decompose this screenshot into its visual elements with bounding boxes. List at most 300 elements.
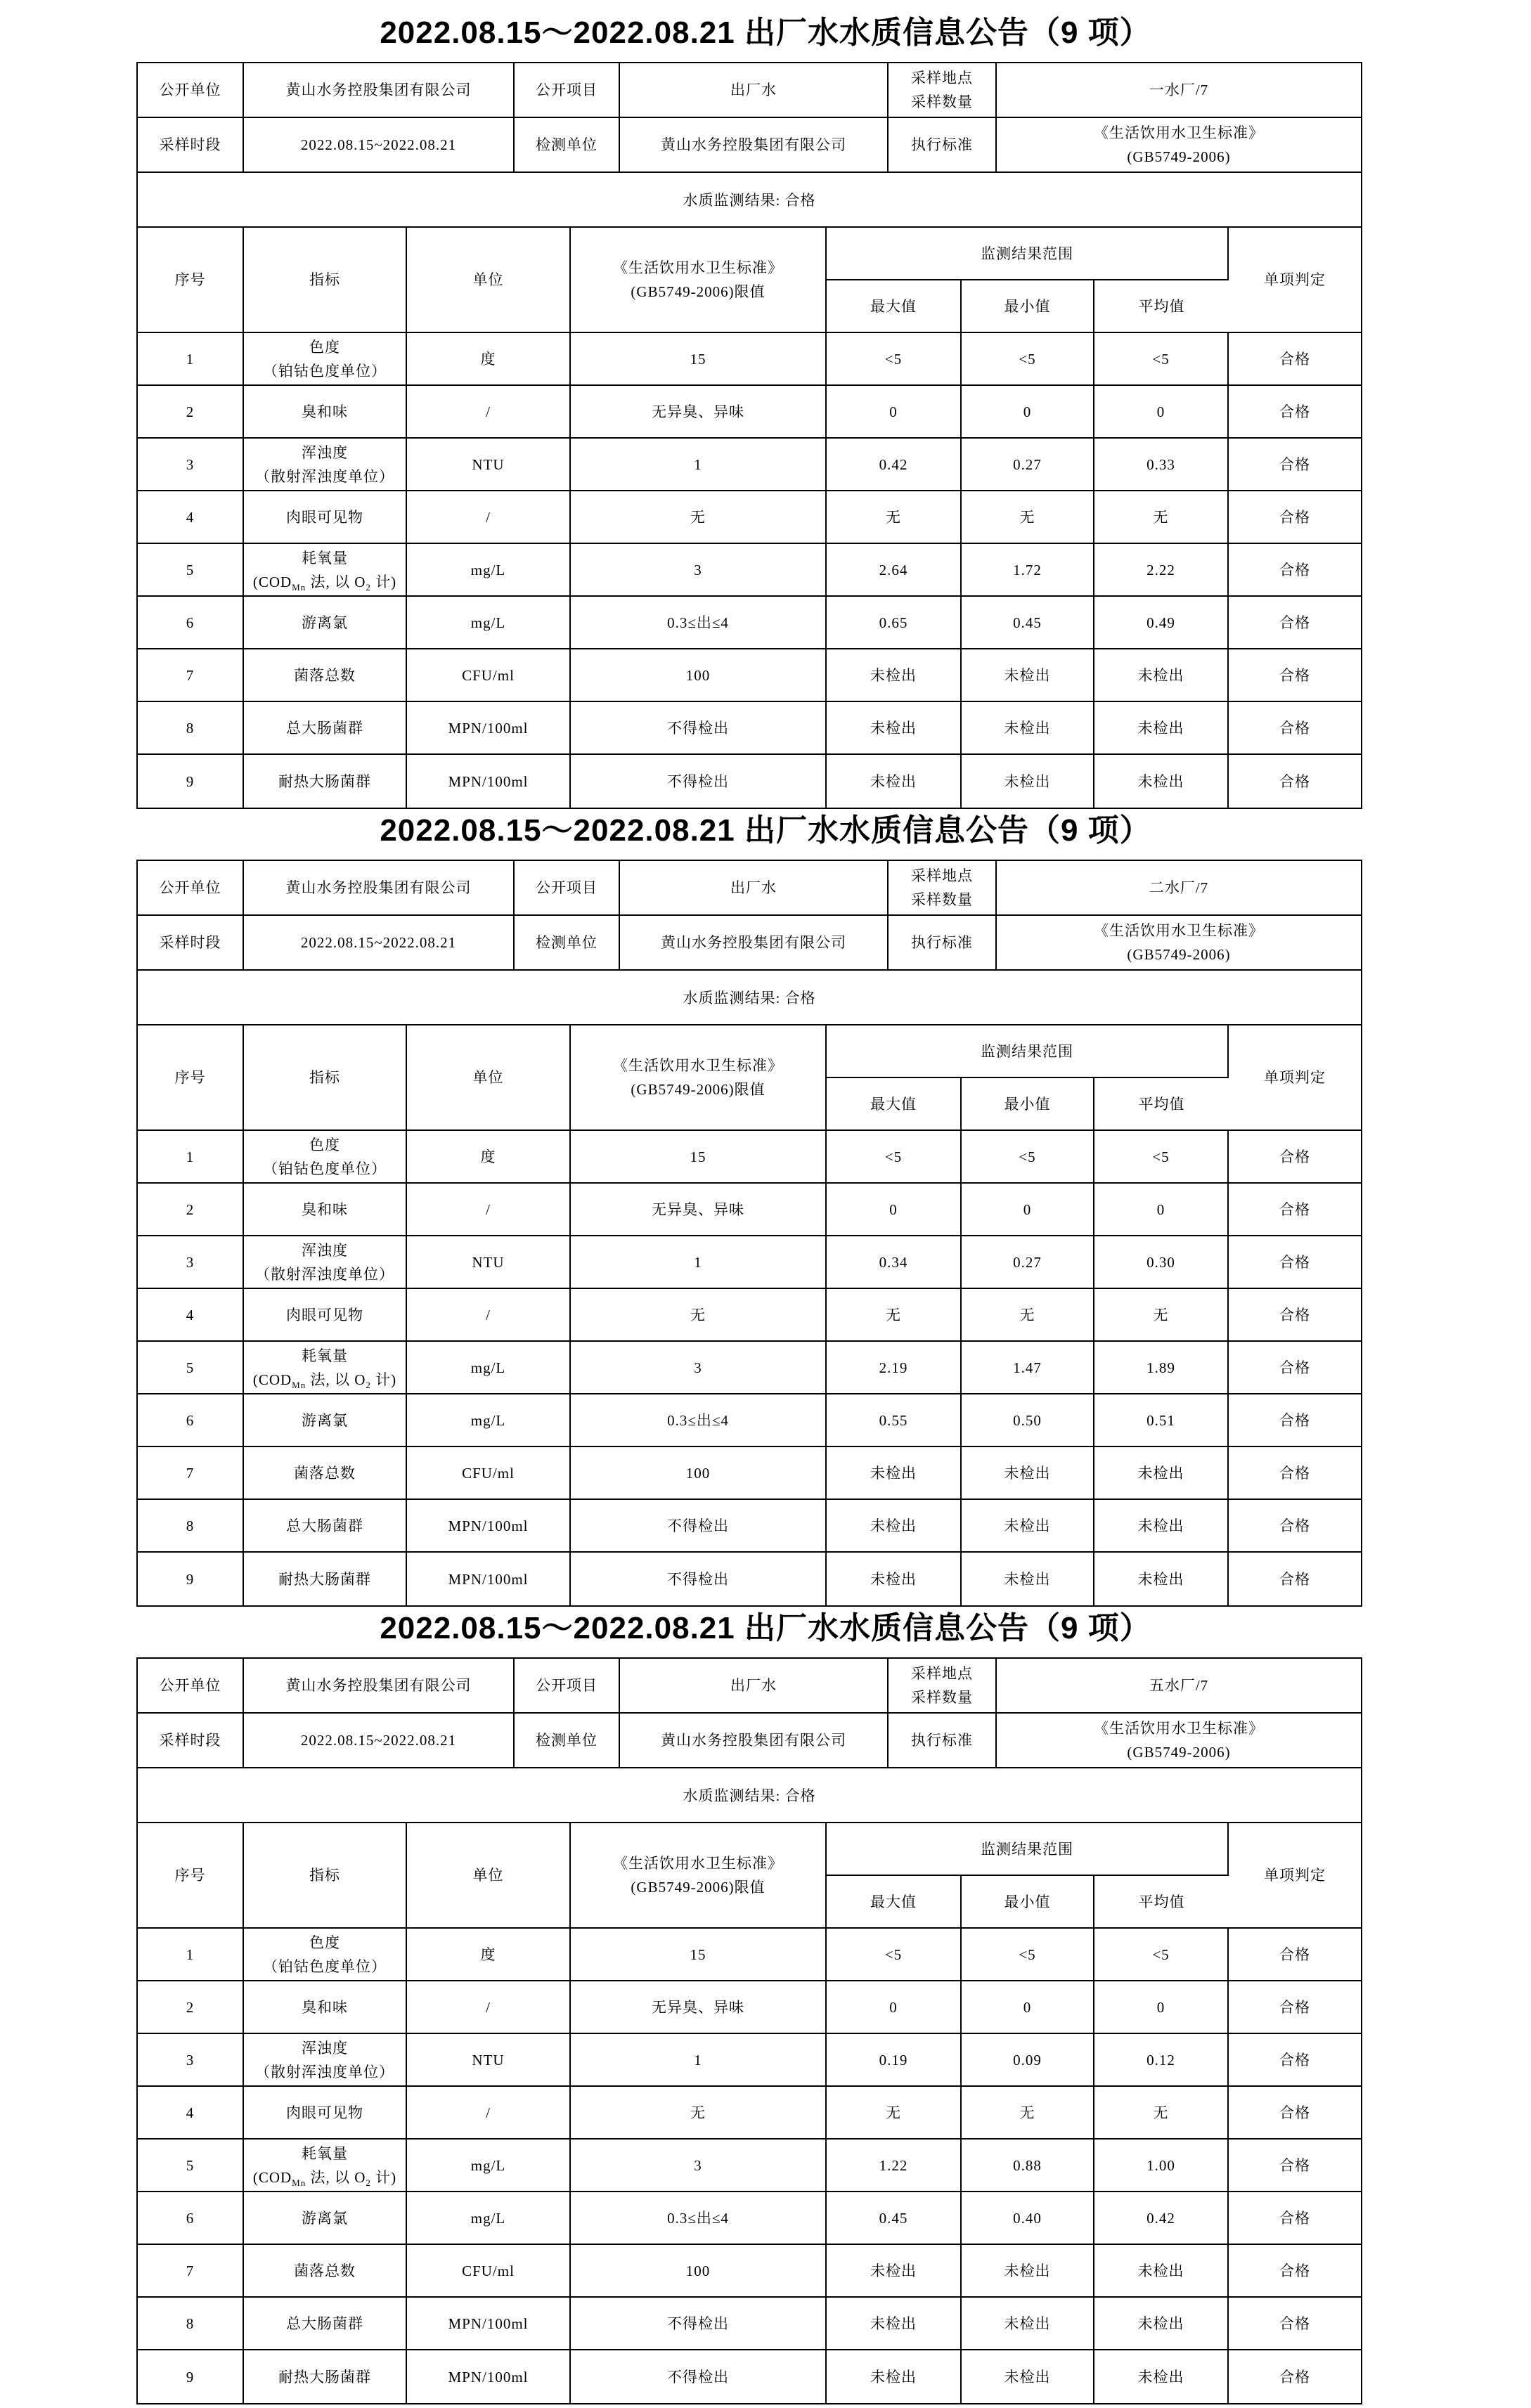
info-value-standard — [997, 118, 1361, 173]
cell-limit: 无异臭、异味 — [571, 1184, 827, 1236]
cell-no: 3 — [138, 439, 244, 491]
info-label-count: 采样数量 — [911, 891, 973, 908]
cell-no: 8 — [138, 1500, 244, 1553]
cell-no: 1 — [138, 333, 244, 386]
col-header-no: 序号 — [138, 228, 244, 333]
cell-max: 未检出 — [827, 2350, 962, 2403]
cell-max: 无 — [827, 491, 962, 544]
report-section — [0, 1610, 1531, 2404]
cell-limit: 3 — [571, 2140, 827, 2192]
cell-max: 0.55 — [827, 1394, 962, 1447]
info-label-period: 采样时段 — [138, 916, 244, 971]
cell-min: 0.40 — [962, 2192, 1094, 2245]
cell-no: 3 — [138, 2034, 244, 2087]
info-label-site: 采样地点 — [911, 70, 973, 86]
cell-limit: 100 — [571, 2245, 827, 2298]
standard-line2: (GB5749-2006) — [1127, 148, 1231, 165]
section-title: 2022.08.15～2022.08.21 出厂水水质信息公告（9 项） — [380, 813, 1151, 848]
data-header-row-1 — [138, 1823, 1361, 1876]
indicator-line1: 总大肠菌群 — [286, 1517, 363, 1534]
cell-avg: 1.89 — [1094, 1342, 1229, 1394]
cell-indicator — [244, 1553, 407, 1605]
limit-header-line1: 《生活饮用水卫生标准》 — [613, 1057, 783, 1074]
indicator-line1: 耗氧量 — [302, 1347, 348, 1364]
cell-avg: 未检出 — [1094, 2298, 1229, 2350]
col-header-no: 序号 — [138, 1823, 244, 1929]
info-value-period: 2022.08.15~2022.08.21 — [244, 1714, 515, 1768]
cell-verdict: 合格 — [1229, 597, 1361, 649]
cell-indicator — [244, 597, 407, 649]
col-header-range: 监测结果范围 — [827, 228, 1229, 280]
cell-limit: 不得检出 — [571, 1553, 827, 1605]
cell-min: 未检出 — [962, 1447, 1094, 1500]
cell-avg: 0.33 — [1094, 439, 1229, 491]
cell-no: 9 — [138, 1553, 244, 1605]
cell-limit: 0.3≤出≤4 — [571, 2192, 827, 2245]
cell-indicator — [244, 2245, 407, 2298]
cell-max: 未检出 — [827, 1447, 962, 1500]
indicator-line1: 耐热大肠菌群 — [278, 772, 371, 790]
cell-indicator — [244, 491, 407, 544]
info-table — [138, 63, 1361, 173]
cell-avg: 2.22 — [1094, 544, 1229, 597]
cell-max: 2.19 — [827, 1342, 962, 1394]
cell-unit: 度 — [407, 1131, 571, 1184]
cell-indicator — [244, 1131, 407, 1184]
info-label-site: 采样地点 — [911, 867, 973, 884]
cell-indicator — [244, 1342, 407, 1394]
cell-indicator — [244, 333, 407, 386]
info-value-period: 2022.08.15~2022.08.21 — [244, 916, 515, 971]
cell-min: 无 — [962, 491, 1094, 544]
cell-no: 5 — [138, 544, 244, 597]
indicator-line2: （铂钴色度单位） — [263, 1160, 387, 1177]
indicator-row — [138, 1394, 1361, 1447]
info-label-project: 公开项目 — [515, 1659, 620, 1714]
limit-header-line2: (GB5749-2006)限值 — [631, 1081, 766, 1098]
col-header-min: 最小值 — [962, 280, 1094, 333]
cell-unit: MPN/100ml — [407, 755, 571, 808]
info-label-standard: 执行标准 — [889, 916, 997, 971]
result-row: 水质监测结果: 合格 — [138, 1768, 1361, 1823]
data-table — [138, 1025, 1361, 1605]
cell-min: 无 — [962, 1289, 1094, 1342]
cell-max: <5 — [827, 1131, 962, 1184]
cell-verdict: 合格 — [1229, 1236, 1361, 1289]
info-row-1 — [138, 861, 1361, 916]
info-label-project: 公开项目 — [515, 63, 620, 118]
cell-indicator — [244, 755, 407, 808]
cell-avg: 无 — [1094, 491, 1229, 544]
cell-limit: 1 — [571, 1236, 827, 1289]
cell-max: 未检出 — [827, 649, 962, 702]
cell-avg: 0.12 — [1094, 2034, 1229, 2087]
cell-no: 7 — [138, 649, 244, 702]
info-label-tester: 检测单位 — [515, 1714, 620, 1768]
cell-verdict: 合格 — [1279, 772, 1310, 790]
indicator-line1: 菌落总数 — [294, 2262, 356, 2279]
cell-avg: 0.30 — [1094, 1236, 1229, 1289]
cell-min: 未检出 — [962, 2350, 1094, 2403]
cell-min: 未检出 — [962, 702, 1094, 755]
info-label-standard: 执行标准 — [889, 1714, 997, 1768]
cell-avg: 未检出 — [1094, 1447, 1229, 1500]
indicator-line1: 肉眼可见物 — [286, 1306, 363, 1323]
data-rows — [138, 1131, 1361, 1605]
cell-unit: NTU — [407, 439, 571, 491]
cell-avg: 未检出 — [1094, 702, 1229, 755]
cell-min: <5 — [962, 333, 1094, 386]
cell-indicator — [244, 649, 407, 702]
info-value-tester: 黄山水务控股集团有限公司 — [620, 118, 889, 173]
cell-min: 0.27 — [962, 439, 1094, 491]
cell-indicator — [244, 386, 407, 439]
cell-no: 7 — [138, 2245, 244, 2298]
info-label-public-unit: 公开单位 — [138, 861, 244, 916]
info-value-tester: 黄山水务控股集团有限公司 — [620, 916, 889, 971]
indicator-line1: 菌落总数 — [294, 1464, 356, 1482]
col-header-min: 最小值 — [962, 1876, 1094, 1929]
indicator-line1: 臭和味 — [302, 403, 348, 420]
col-header-unit: 单位 — [407, 1025, 571, 1131]
indicator-row — [138, 1929, 1361, 1981]
cell-unit: MPN/100ml — [407, 2298, 571, 2350]
cell-unit: mg/L — [407, 2140, 571, 2192]
indicator-row — [138, 2298, 1361, 2350]
cell-max: 无 — [827, 2087, 962, 2140]
cell-unit: MPN/100ml — [407, 1500, 571, 1553]
cell-avg: 未检出 — [1094, 2245, 1229, 2298]
info-row-1 — [138, 1659, 1361, 1714]
col-header-avg: 平均值 — [1094, 280, 1229, 333]
col-header-indicator: 指标 — [244, 228, 407, 333]
cell-indicator — [244, 1929, 407, 1981]
col-header-limit — [571, 1823, 827, 1929]
info-value-project: 出厂水 — [620, 861, 889, 916]
indicator-row — [138, 1447, 1361, 1500]
cell-limit: 100 — [571, 649, 827, 702]
cell-verdict: 合格 — [1229, 2087, 1361, 2140]
standard-line1: 《生活饮用水卫生标准》 — [1094, 124, 1264, 141]
cell-min: 0 — [962, 386, 1094, 439]
cell-indicator — [244, 2350, 407, 2403]
cell-max: 未检出 — [827, 2245, 962, 2298]
cell-verdict: 合格 — [1229, 2298, 1361, 2350]
indicator-row — [138, 2034, 1361, 2087]
indicator-line1: 耗氧量 — [302, 2144, 348, 2162]
cell-verdict: 合格 — [1229, 1342, 1361, 1394]
cell-avg: 无 — [1094, 2087, 1229, 2140]
cell-verdict: 合格 — [1229, 2245, 1361, 2298]
cell-no: 8 — [138, 702, 244, 755]
indicator-row — [138, 1289, 1361, 1342]
cell-min: 未检出 — [962, 755, 1094, 808]
col-header-verdict: 单项判定 — [1229, 228, 1361, 333]
col-header-max: 最大值 — [827, 1078, 962, 1131]
indicator-line1: 色度 — [309, 338, 340, 356]
indicator-line1: 浑浊度 — [302, 2039, 348, 2057]
col-header-unit: 单位 — [407, 1823, 571, 1929]
col-header-no: 序号 — [138, 1025, 244, 1131]
indicator-row — [138, 755, 1361, 808]
data-header-row-1 — [138, 1025, 1361, 1078]
cell-indicator — [244, 1184, 407, 1236]
limit-header-line1: 《生活饮用水卫生标准》 — [613, 1855, 783, 1872]
cell-limit: 0.3≤出≤4 — [571, 1394, 827, 1447]
cell-verdict: 合格 — [1229, 649, 1361, 702]
standard-line2: (GB5749-2006) — [1127, 1744, 1231, 1761]
cell-min: 未检出 — [962, 649, 1094, 702]
cell-limit: 1 — [571, 439, 827, 491]
indicator-line1: 游离氯 — [302, 2209, 348, 2227]
cell-unit: mg/L — [407, 544, 571, 597]
info-label-project: 公开项目 — [515, 861, 620, 916]
cell-min: 无 — [962, 2087, 1094, 2140]
indicator-line1: 色度 — [309, 1136, 340, 1153]
indicator-row — [138, 386, 1361, 439]
cell-unit: / — [407, 491, 571, 544]
indicator-row — [138, 491, 1361, 544]
data-rows — [138, 1929, 1361, 2403]
cell-unit: NTU — [407, 2034, 571, 2087]
info-label-site-count — [889, 63, 997, 118]
info-value-site: 五水厂/7 — [997, 1659, 1361, 1714]
cell-min: 未检出 — [962, 2245, 1094, 2298]
indicator-line2: ($COD_{Mn}$ 法, 以 $O_2$ 计) — [252, 1371, 397, 1390]
indicator-line1: 肉眼可见物 — [286, 2104, 363, 2121]
cell-avg: 未检出 — [1094, 649, 1229, 702]
cell-unit: NTU — [407, 1236, 571, 1289]
cell-avg: 0 — [1094, 386, 1229, 439]
indicator-row — [138, 1981, 1361, 2034]
indicator-line1: 耐热大肠菌群 — [278, 2368, 371, 2386]
indicator-row — [138, 1131, 1361, 1184]
cell-max: 0.45 — [827, 2192, 962, 2245]
cell-max: 未检出 — [827, 2298, 962, 2350]
cell-limit: 100 — [571, 1447, 827, 1500]
cell-indicator — [244, 1289, 407, 1342]
cell-no: 2 — [138, 386, 244, 439]
cell-max: 0.19 — [827, 2034, 962, 2087]
limit-header-line2: (GB5749-2006)限值 — [631, 1879, 766, 1896]
cell-verdict: 合格 — [1229, 1394, 1361, 1447]
indicator-line1: 浑浊度 — [302, 444, 348, 461]
cell-max: 未检出 — [827, 755, 962, 808]
indicator-line1: 耐热大肠菌群 — [278, 1570, 371, 1588]
indicator-line2: （铂钴色度单位） — [263, 1957, 387, 1975]
cell-max: 0 — [827, 386, 962, 439]
section-title: 2022.08.15～2022.08.21 出厂水水质信息公告（9 项） — [380, 15, 1151, 50]
cell-unit: mg/L — [407, 1394, 571, 1447]
info-label-count: 采样数量 — [911, 1689, 973, 1706]
indicator-line1: 肉眼可见物 — [286, 508, 363, 526]
cell-indicator — [244, 702, 407, 755]
cell-limit: 不得检出 — [571, 702, 827, 755]
cell-min: 0.45 — [962, 597, 1094, 649]
info-table — [138, 1659, 1361, 1768]
cell-verdict: 合格 — [1229, 2140, 1361, 2192]
cell-indicator — [244, 1394, 407, 1447]
cell-avg: <5 — [1094, 1929, 1229, 1981]
cell-limit: 1 — [571, 2034, 827, 2087]
cell-verdict: 合格 — [1229, 1184, 1361, 1236]
indicator-line1: 耗氧量 — [302, 549, 348, 567]
info-value-public-unit: 黄山水务控股集团有限公司 — [244, 1659, 515, 1714]
col-header-verdict: 单项判定 — [1229, 1823, 1361, 1929]
cell-indicator — [244, 1236, 407, 1289]
info-value-site: 一水厂/7 — [997, 63, 1361, 118]
cell-max: 未检出 — [827, 1500, 962, 1553]
cell-unit: CFU/ml — [407, 1447, 571, 1500]
info-value-project: 出厂水 — [620, 63, 889, 118]
cell-no: 4 — [138, 1289, 244, 1342]
cell-min: 未检出 — [962, 1553, 1094, 1605]
col-header-min: 最小值 — [962, 1078, 1094, 1131]
indicator-line1: 浑浊度 — [302, 1241, 348, 1259]
cell-indicator — [244, 439, 407, 491]
cell-indicator — [244, 1981, 407, 2034]
cell-limit: 无 — [571, 1289, 827, 1342]
indicator-line2: ($COD_{Mn}$ 法, 以 $O_2$ 计) — [252, 573, 397, 593]
info-table — [138, 861, 1361, 971]
cell-limit: 不得检出 — [571, 2298, 827, 2350]
cell-min: 0.27 — [962, 1236, 1094, 1289]
cell-verdict: 合格 — [1229, 2192, 1361, 2245]
cell-no: 6 — [138, 1394, 244, 1447]
cell-no: 6 — [138, 597, 244, 649]
cell-no: 5 — [138, 2140, 244, 2192]
report-table — [136, 1657, 1362, 2404]
data-rows — [138, 333, 1361, 808]
info-label-period: 采样时段 — [138, 118, 244, 173]
sections-root — [0, 14, 1531, 2404]
col-header-unit: 单位 — [407, 228, 571, 333]
cell-max: <5 — [827, 333, 962, 386]
cell-unit: / — [407, 1289, 571, 1342]
info-value-public-unit: 黄山水务控股集团有限公司 — [244, 861, 515, 916]
info-row-2 — [138, 1714, 1361, 1768]
cell-unit: MPN/100ml — [407, 702, 571, 755]
cell-no: 9 — [138, 755, 244, 808]
cell-avg: 0.51 — [1094, 1394, 1229, 1447]
indicator-row — [138, 597, 1361, 649]
col-header-range: 监测结果范围 — [827, 1025, 1229, 1078]
col-header-indicator: 指标 — [244, 1823, 407, 1929]
indicator-line1: 色度 — [309, 1934, 340, 1951]
indicator-line1: 臭和味 — [302, 1200, 348, 1218]
col-header-max: 最大值 — [827, 1876, 962, 1929]
cell-no: 9 — [138, 2350, 244, 2403]
cell-unit: 度 — [407, 333, 571, 386]
cell-avg: 未检出 — [1094, 1553, 1229, 1605]
cell-limit: 不得检出 — [571, 755, 827, 808]
cell-min: 未检出 — [962, 1500, 1094, 1553]
cell-unit: / — [407, 386, 571, 439]
cell-max: 未检出 — [827, 1553, 962, 1605]
col-header-indicator: 指标 — [244, 1025, 407, 1131]
standard-line2: (GB5749-2006) — [1127, 946, 1231, 963]
info-label-public-unit: 公开单位 — [138, 63, 244, 118]
cell-indicator — [244, 1447, 407, 1500]
cell-max: 0.34 — [827, 1236, 962, 1289]
cell-no: 1 — [138, 1131, 244, 1184]
cell-limit: 15 — [571, 1131, 827, 1184]
cell-no: 5 — [138, 1342, 244, 1394]
indicator-row — [138, 2350, 1361, 2403]
report-section — [0, 14, 1531, 809]
info-value-standard — [997, 1714, 1361, 1768]
cell-avg: <5 — [1094, 1131, 1229, 1184]
cell-indicator — [244, 2192, 407, 2245]
report-table — [136, 62, 1362, 809]
cell-no: 4 — [138, 491, 244, 544]
cell-avg: 0.49 — [1094, 597, 1229, 649]
standard-line1: 《生活饮用水卫生标准》 — [1094, 922, 1264, 939]
cell-limit: 无异臭、异味 — [571, 386, 827, 439]
indicator-line2: （散射浑浊度单位） — [255, 2063, 394, 2080]
cell-min: 0 — [962, 1981, 1094, 2034]
cell-verdict: 合格 — [1229, 1289, 1361, 1342]
cell-avg: 1.00 — [1094, 2140, 1229, 2192]
info-value-standard — [997, 916, 1361, 971]
indicator-row — [138, 2087, 1361, 2140]
info-value-project: 出厂水 — [620, 1659, 889, 1714]
info-label-standard: 执行标准 — [889, 118, 997, 173]
limit-header-line2: (GB5749-2006)限值 — [631, 283, 766, 300]
info-label-public-unit: 公开单位 — [138, 1659, 244, 1714]
cell-verdict: 合格 — [1229, 386, 1361, 439]
col-header-range: 监测结果范围 — [827, 1823, 1229, 1876]
cell-no: 2 — [138, 1981, 244, 2034]
cell-no: 6 — [138, 2192, 244, 2245]
info-value-period: 2022.08.15~2022.08.21 — [244, 118, 515, 173]
indicator-line2: （铂钴色度单位） — [263, 362, 387, 380]
cell-unit: / — [407, 2087, 571, 2140]
info-row-1 — [138, 63, 1361, 118]
info-label-site-count — [889, 861, 997, 916]
cell-limit: 15 — [571, 333, 827, 386]
cell-no: 2 — [138, 1184, 244, 1236]
indicator-row — [138, 1184, 1361, 1236]
info-value-site: 二水厂/7 — [997, 861, 1361, 916]
cell-no: 8 — [138, 2298, 244, 2350]
report-section — [0, 812, 1531, 1607]
cell-verdict: 合格 — [1229, 491, 1361, 544]
cell-indicator — [244, 2140, 407, 2192]
indicator-row — [138, 1500, 1361, 1553]
info-row-2 — [138, 916, 1361, 971]
cell-indicator — [244, 2298, 407, 2350]
cell-avg: 未检出 — [1094, 755, 1229, 808]
indicator-line1: 游离氯 — [302, 614, 348, 631]
cell-no: 4 — [138, 2087, 244, 2140]
cell-min: <5 — [962, 1131, 1094, 1184]
info-label-tester: 检测单位 — [515, 118, 620, 173]
cell-max: 0.42 — [827, 439, 962, 491]
limit-header-line1: 《生活饮用水卫生标准》 — [613, 259, 783, 276]
data-table — [138, 228, 1361, 808]
indicator-row — [138, 333, 1361, 386]
cell-verdict: 合格 — [1229, 702, 1361, 755]
info-label-site-count — [889, 1659, 997, 1714]
indicator-row — [138, 2245, 1361, 2298]
cell-avg: <5 — [1094, 333, 1229, 386]
indicator-line1: 菌落总数 — [294, 666, 356, 684]
cell-unit: / — [407, 1184, 571, 1236]
col-header-limit — [571, 1025, 827, 1131]
info-label-site: 采样地点 — [911, 1665, 973, 1682]
cell-indicator — [244, 1500, 407, 1553]
